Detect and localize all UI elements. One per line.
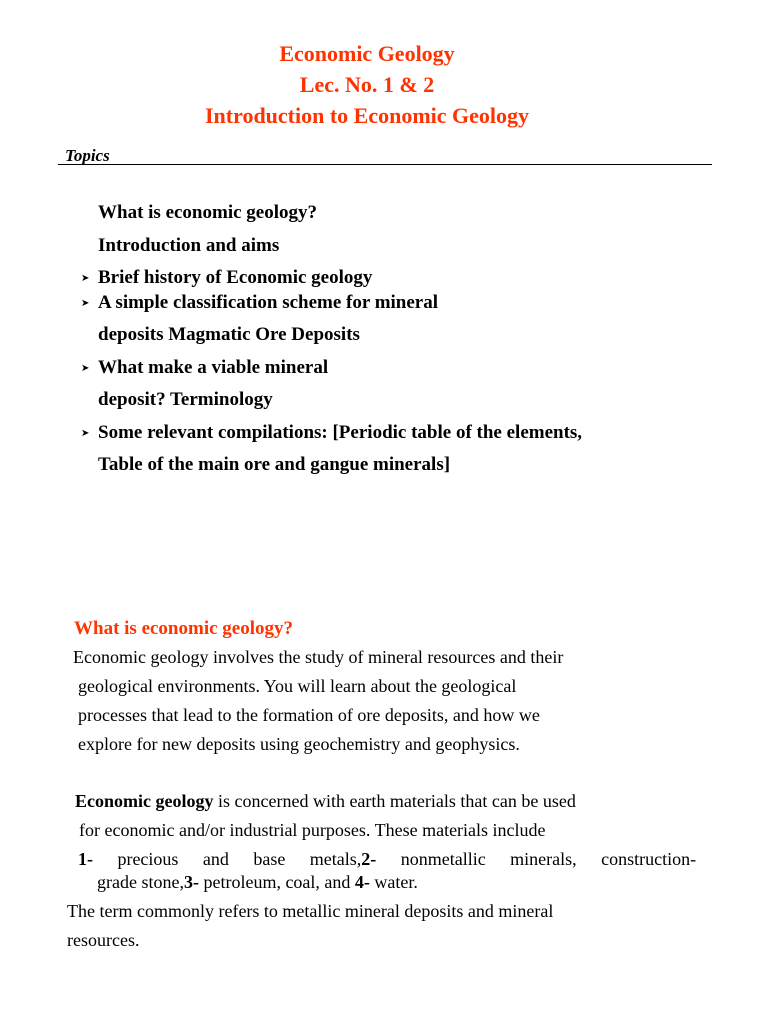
list-number: 3- bbox=[183, 872, 199, 892]
paragraph-line: geological environments. You will learn about the geological bbox=[78, 676, 517, 696]
materials-list-line: grade stone,3- petroleum, coal, and 4- water. bbox=[97, 872, 418, 892]
arrowhead-bullet-icon: ➤ bbox=[81, 363, 90, 374]
topic-item: ➤ Brief history of Economic geology bbox=[81, 267, 373, 288]
list-number: 1- bbox=[78, 849, 93, 869]
topics-divider bbox=[58, 164, 712, 165]
paragraph-line: resources. bbox=[67, 930, 140, 950]
list-number: 2- bbox=[361, 849, 377, 869]
topics-label: Topics bbox=[65, 146, 110, 165]
paragraph-line: The term commonly refers to metallic mineral deposits and mineral bbox=[67, 901, 554, 921]
document-title bbox=[0, 38, 734, 131]
paragraph-line: explore for new deposits using geochemistry and geophysics. bbox=[78, 734, 520, 754]
paragraph-line: Economic geology involves the study of mineral resources and their bbox=[73, 647, 564, 667]
topic-item: Introduction and aims bbox=[98, 235, 280, 256]
arrowhead-bullet-icon: ➤ bbox=[81, 298, 90, 309]
arrowhead-bullet-icon: ➤ bbox=[81, 273, 90, 284]
topic-item: ➤ What make a viable mineral bbox=[81, 357, 329, 378]
title-line-course: Economic Geology bbox=[279, 41, 455, 66]
title-line-subject: Introduction to Economic Geology bbox=[204, 103, 530, 128]
paragraph-line: processes that lead to the formation of ore deposits, and how we bbox=[78, 705, 540, 725]
topic-item-continued: deposit? Terminology bbox=[98, 389, 273, 410]
paragraph-line: for economic and/or industrial purposes. These materials include bbox=[79, 820, 546, 840]
section-heading: What is economic geology? bbox=[74, 618, 294, 639]
topic-item: ➤ A simple classification scheme for mineral bbox=[81, 292, 439, 313]
topic-item: ➤ Some relevant compilations: [Periodic table of the elements, bbox=[81, 422, 583, 443]
paragraph-line: Economic geology is concerned with earth materials that can be used bbox=[75, 791, 576, 811]
list-number: 4- bbox=[354, 872, 370, 892]
bold-term: Economic geology bbox=[75, 791, 214, 811]
topic-item: What is economic geology? bbox=[98, 202, 318, 223]
title-line-lecture: Lec. No. 1 & 2 bbox=[299, 72, 435, 97]
arrowhead-bullet-icon: ➤ bbox=[81, 428, 90, 439]
materials-list-line: 1- precious and base metals,2- nonmetallic minerals, construction- bbox=[78, 849, 697, 869]
topic-item-continued: deposits Magmatic Ore Deposits bbox=[98, 324, 360, 345]
topic-item-continued: Table of the main ore and gangue minerals] bbox=[98, 454, 451, 475]
